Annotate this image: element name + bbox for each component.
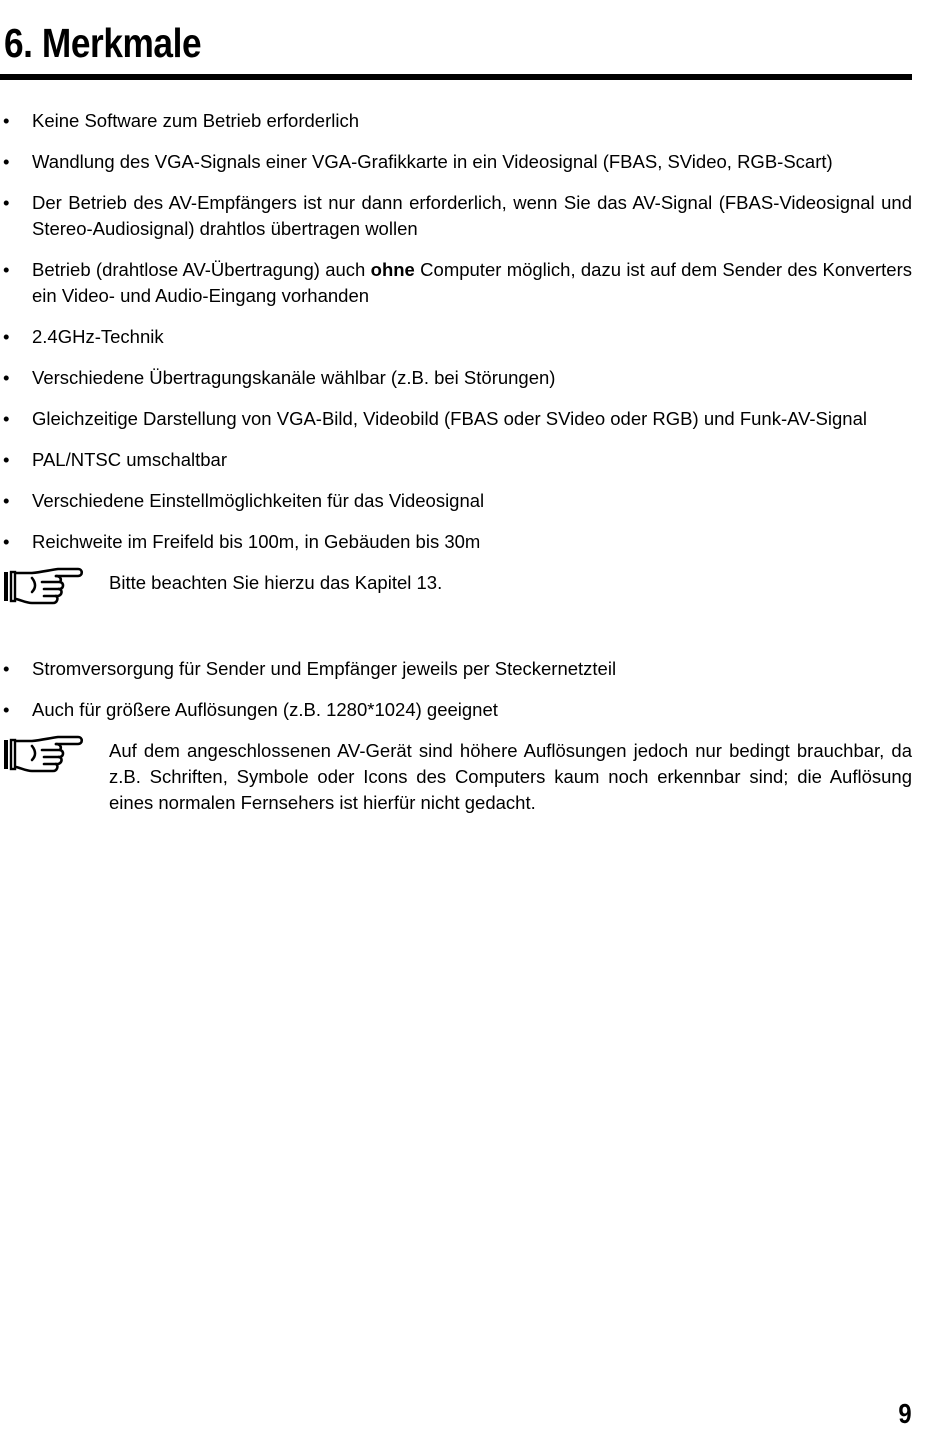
bullet: • xyxy=(3,490,10,511)
list-item xyxy=(0,257,912,309)
list-item-text: Wandlung des VGA-Signals einer VGA-Grafikkarte in ein Videosignal (FBAS, SVideo, RGB-Scart) xyxy=(32,151,833,172)
bullet: • xyxy=(3,658,10,679)
bullet: • xyxy=(3,531,10,552)
list-item-text: Reichweite im Freifeld bis 100m, in Gebäuden bis 30m xyxy=(32,531,481,552)
list-item-text: Stromversorgung für Sender und Empfänger jeweils per Steckernetzteil xyxy=(32,658,617,679)
list-item xyxy=(0,488,912,514)
list-item xyxy=(0,324,912,350)
page-number: 9 xyxy=(898,1398,912,1429)
list-item xyxy=(0,365,912,391)
note-text: Auf dem angeschlossenen AV-Gerät sind höhere Auflösungen jedoch nur bedingt brauchbar, da z.B. Schriften, Symbole oder Icons des Computers kaum noch erkennbar sind; die Auflösung eines normalen Fernsehers ist hierfür nicht gedacht. xyxy=(109,740,912,813)
bullet: • xyxy=(3,699,10,720)
bullet: • xyxy=(3,192,10,213)
list-item-text: Verschiedene Übertragungskanäle wählbar (z.B. bei Störungen) xyxy=(32,367,556,388)
pointing-hand-icon xyxy=(2,732,84,778)
list-item-text: PAL/NTSC umschaltbar xyxy=(32,449,227,470)
list-item xyxy=(0,447,912,473)
bullet: • xyxy=(3,151,10,172)
list-item-text: Der Betrieb des AV-Empfängers ist nur dann erforderlich, wenn Sie das AV-Signal (FBAS-Videosignal und Stereo-Audiosignal) drahtlos übertragen wollen xyxy=(32,192,912,239)
list-item xyxy=(0,406,912,432)
list-item-text: Gleichzeitige Darstellung von VGA-Bild, Videobild (FBAS oder SVideo oder RGB) und Funk-AV-Signal xyxy=(32,408,867,429)
note-text: Bitte beachten Sie hierzu das Kapitel 13. xyxy=(109,572,443,593)
bullet: • xyxy=(3,408,10,429)
bullet: • xyxy=(3,110,10,131)
note-block xyxy=(0,570,912,616)
bold-word: ohne xyxy=(370,259,415,280)
features-list xyxy=(0,108,912,816)
note-block xyxy=(0,738,912,816)
list-item-text: 2.4GHz-Technik xyxy=(32,326,164,347)
bullet: • xyxy=(3,259,10,280)
list-item xyxy=(0,697,912,723)
list-item-text: Keine Software zum Betrieb erforderlich xyxy=(32,110,359,131)
list-item-text xyxy=(32,259,912,306)
list-item xyxy=(0,108,912,134)
bullet: • xyxy=(3,449,10,470)
list-item xyxy=(0,656,912,682)
list-item-text: Auch für größere Auflösungen (z.B. 1280*1024) geeignet xyxy=(32,699,498,720)
text-before-bold: Betrieb (drahtlose AV-Übertragung) auch xyxy=(32,259,371,280)
bullet: • xyxy=(3,367,10,388)
list-item xyxy=(0,149,912,175)
section-heading: 6. Merkmale xyxy=(4,20,202,66)
pointing-hand-icon xyxy=(2,564,84,610)
list-item xyxy=(0,529,912,555)
list-item xyxy=(0,190,912,242)
heading-rule xyxy=(0,74,912,80)
list-item-text: Verschiedene Einstellmöglichkeiten für das Videosignal xyxy=(32,490,485,511)
bullet: • xyxy=(3,326,10,347)
text-after-bold: Computer möglich, dazu ist auf dem Sender des Konverters ein Video- und Audio-Eingang vorhanden xyxy=(32,259,912,306)
